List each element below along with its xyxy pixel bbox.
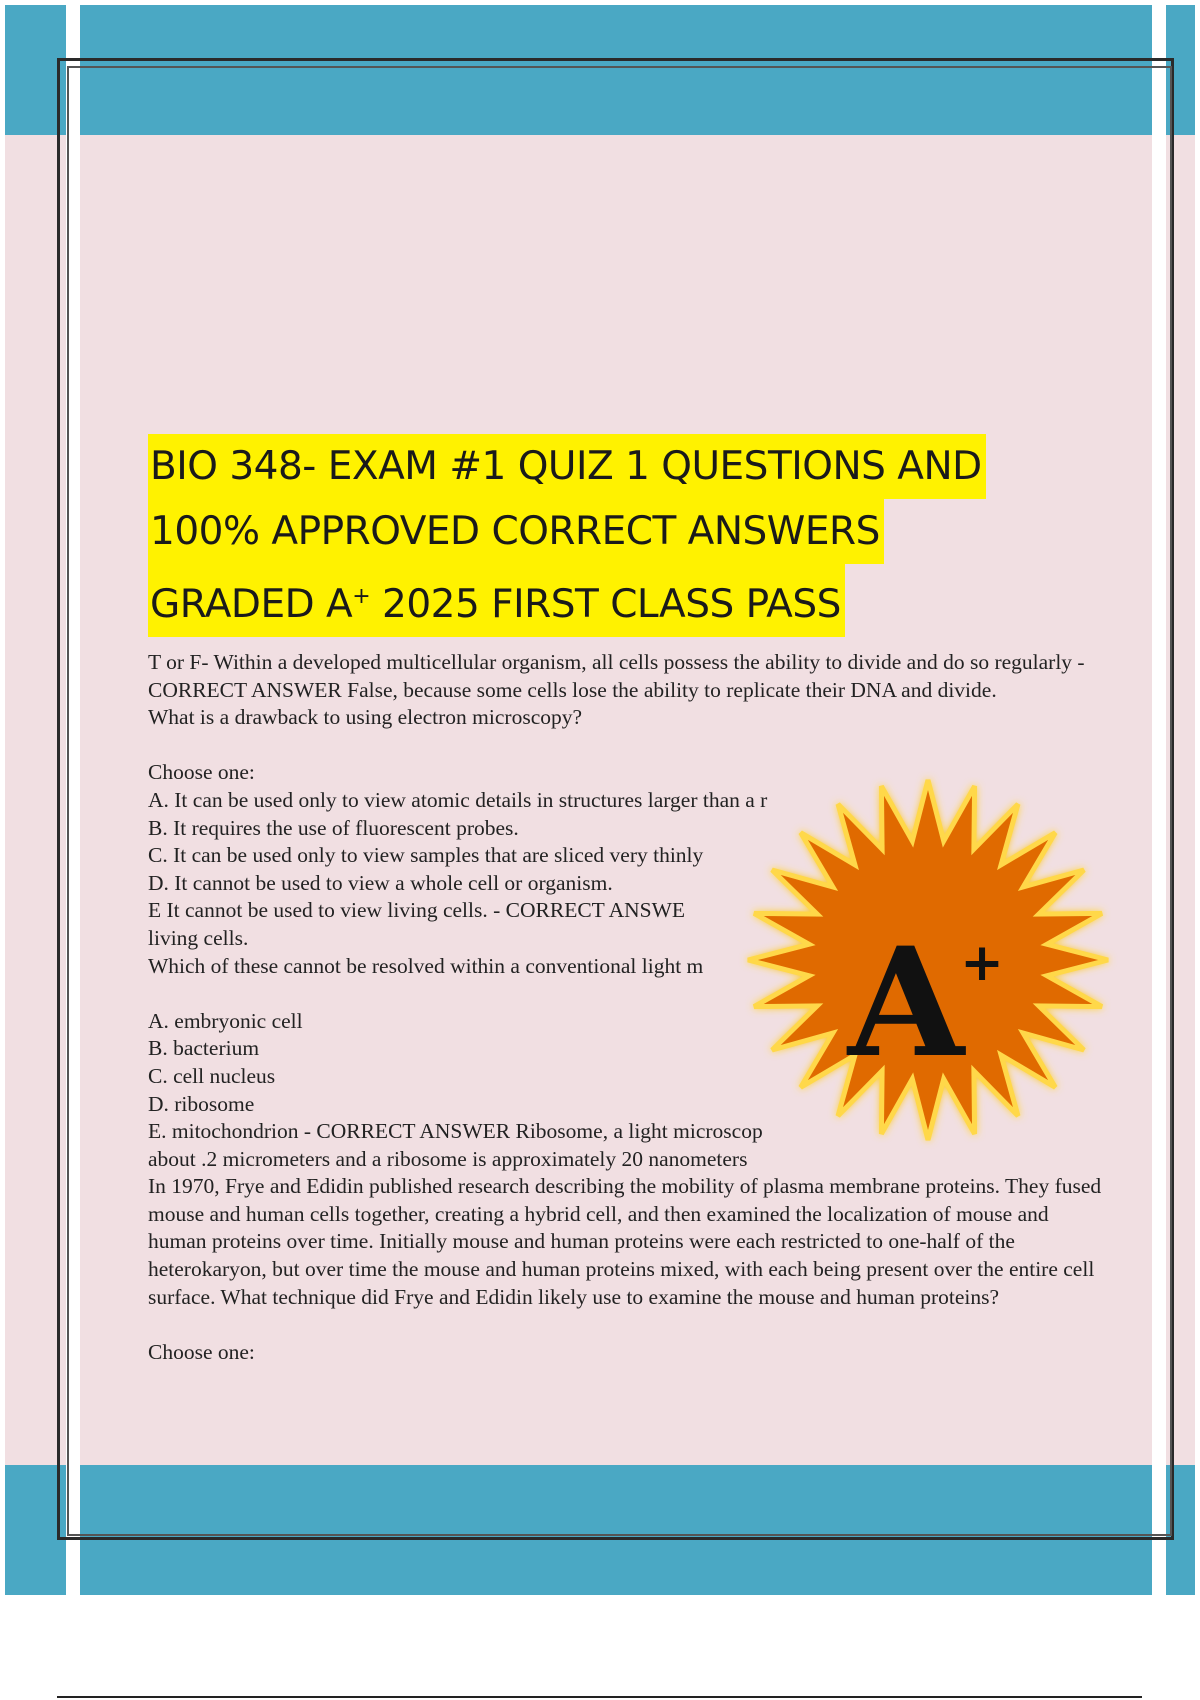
title-line-2: 100% APPROVED CORRECT ANSWERS [148,499,884,564]
option-d: D. ribosome [148,1091,255,1116]
badge-plus: + [960,933,1004,993]
option-e-answer: E It cannot be used to view living cells. - CORRECT ANSWE [148,898,686,923]
question-4: In 1970, Frye and Edidin published research describing the mobility of plasma membrane proteins. They fused mouse and human cells together, creating a hybrid cell, and then examined the localization of mouse and human proteins over time. Initially mouse and human proteins were each restricted to one-half of the heterokaryon, but over time the mouse and human proteins mixed, with each being present over the entire cell surface. What technique did Frye and Edidin likely use to examine the mouse and human proteins? [148,1174,1102,1309]
option-b: B. bacterium [148,1036,260,1061]
badge-letter: A [847,915,965,1091]
option-e-answer: E. mitochondrion - CORRECT ANSWER Ribosome, a light microscop [148,1119,763,1144]
title-year: 2025 FIRST CLASS PASS [370,582,841,627]
choose-one-label: Choose one: [148,1339,255,1364]
bottom-rule [57,1696,1142,1698]
question-3: Which of these cannot be resolved within a conventional light m [148,953,704,978]
question-2: What is a drawback to using electron microscopy? [148,705,583,730]
title-grade-plus: + [352,584,371,609]
option-c: C. It can be used only to view samples that are sliced very thinly [148,843,704,868]
option-c: C. cell nucleus [148,1063,276,1088]
grade-badge-icon [738,770,1118,1150]
choose-one-label: Choose one: [148,760,255,785]
option-d: D. It cannot be used to view a whole cell or organism. [148,870,613,895]
title-line-3 [148,564,845,637]
answer-continued: living cells. [148,925,249,950]
document-title [148,434,1088,637]
title-grade: GRADED A [150,582,353,627]
option-a: A. It can be used only to view atomic details in structures larger than a r [148,787,768,812]
option-b: B. It requires the use of fluorescent probes. [148,815,519,840]
question-1: T or F- Within a developed multicellular organism, all cells possess the ability to divide and do so regularly - CORRECT ANSWER False, because some cells lose the ability to replicate their DNA and divide. [148,650,1085,702]
option-a: A. embryonic cell [148,1008,303,1033]
answer-continued: about .2 micrometers and a ribosome is approximately 20 nanometers [148,1146,748,1171]
title-line-1: BIO 348- EXAM #1 QUIZ 1 QUESTIONS AND [148,434,986,499]
